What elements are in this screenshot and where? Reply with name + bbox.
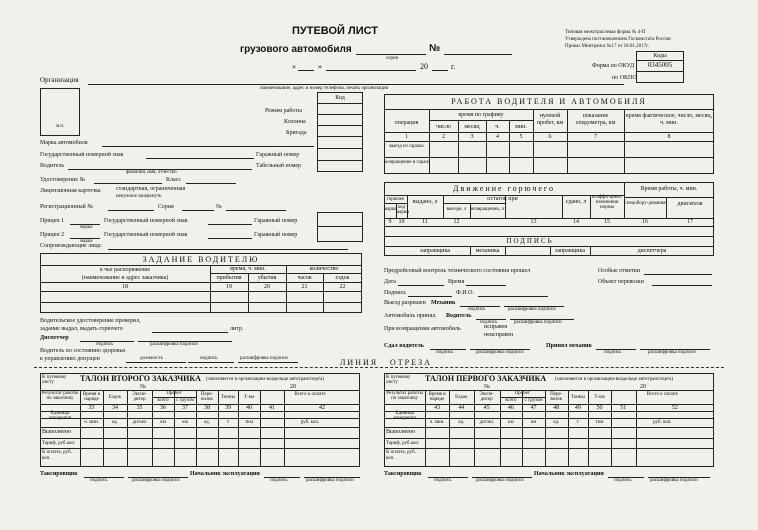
org-label: Организация [40,76,79,84]
stamp-mark: м.п. [56,124,65,129]
cut-line [34,367,724,368]
task-title: ЗАДАНИЕ ВОДИТЕЛЮ [142,255,260,264]
series-label: серия [386,56,398,61]
fuel-title: Движение горючего [452,184,555,193]
form-title: ПУТЕВОЙ ЛИСТ [291,25,378,37]
work-title: РАБОТА ВОДИТЕЛЯ И АВТОМОБИЛЯ [451,97,647,106]
trailer-codes [317,212,363,242]
number-sign: № [429,43,441,54]
okud-value: 0345005 [647,61,673,69]
waybill-form: ПУТЕВОЙ ЛИСТ грузового автомобиля № серия « » 20 г. Типовая межотраслевая форма № 4-П Утверждена постановлением Госкомстата России Приказ Минтранса №17 от 18.01.2017г. Коды Форма по ОКУД 0345005 по ОКПО Организация наименование, адрес и номер телефона, печать организации м.п. Код Режим работы Колонна Бригада Марка автомобиля Государственный номерной знак Гаражный номер Водитель фамилия, имя, отчество Табельный номер Удостоверение № Класс Лицензионная карточка стандартная, ограниченная ненужное зачеркнуть Регистрационный № Серия № Прицеп 1 марка Государственный номерной знак Гаражный номер Прицеп 2 марка Государственный номерной знак Гаражный номер Сопровождающие лица: РАБОТА ВОДИТЕЛЯ И АВТОМОБИЛЯ операция время по графику число месяц ч. мин. нулевой пробег, км показание спидометра, км время фактическое, число, месяц, ч. мин. 1 2 3 4 5 6 7 8 выезд из гаража возвращение в гараж Движение горючего Время работы, ч. мин. спецобору-дования двигателя горючее марка код марки выдано, л остаток при выезде, л возвращении, л сдано, л коэффи-циент изменения нормы 9 10 11 12 13 14 15 16 17 ПОДПИСЬ заправщика механика заправщика диспетчера ЗАДАНИЕ ВОДИТЕЛЮ в чье распоряжение (наименование и адрес заказчика) время, ч. мин. прибытия убытия количество часов ездок 18 19 20 21 22 Водительское удостоверение проверил, задание выдал, выдать горючего литр. Диспетчер подпись расшифровка подписи Водитель по состоянию здоровья к управлению допущен должность подпись расшифровка подписи Предрейсовый контроль технического состояния прошел Дата Время Подпись Ф.И.О. Выезд разрешен Механик подпись расшифровка подписи Автомобиль принял. Водитель подпись расшифровка подписи При возвращении автомобиль исправен неисправен Сдал водитель подпись расшифровка подписи Принял механик подпись расшифровка подписи Особые отметки Объект перевозки ЛИНИЯ ОТРЕЗА К путевому листу ТАЛОН ВТОРОГО ЗАКАЗЧИКА (заполняется в организации-владельце автотранспорта) № 20 Результат работы по заказчику Время в наряде Ездок Экспе-дитор Пробег всего с грузом Пере-возок Тонны Т-км Всего к оплате 33 34 35 36 37 38 39 40 41 42 Единица измерения ч. мин. ед. дн/чел км км ед. т ткм руб. коп. Выполнено Тариф, руб.коп. К оплате, руб. коп. К путевому листу ТАЛОН ПЕРВОГО ЗАКАЗЧИКА (заполняется в организации-владельце автотранспорта) № 20 Результат работы по заказчику Время в наряде Ездок Экспе-дитор Пробег всего с грузом Пере-возок Тонны Т-км Всего к оплате 43 44 45 46 47 48 49 50 51 52 Единица измерения ч. мин. ед. дн/чел км км ед. т ткм руб. коп. Выполнено Тариф, руб.коп. К оплате, руб. коп. Таксировщик подпись расшифровка подписи Начальник эксплуатации подпись расшифровка подписи Таксировщик подпись расшифровка подписи Начальник эксплуатации подпись расшифровка подписи [0,0,758,530]
form-subtitle: грузового автомобиля [240,44,352,55]
